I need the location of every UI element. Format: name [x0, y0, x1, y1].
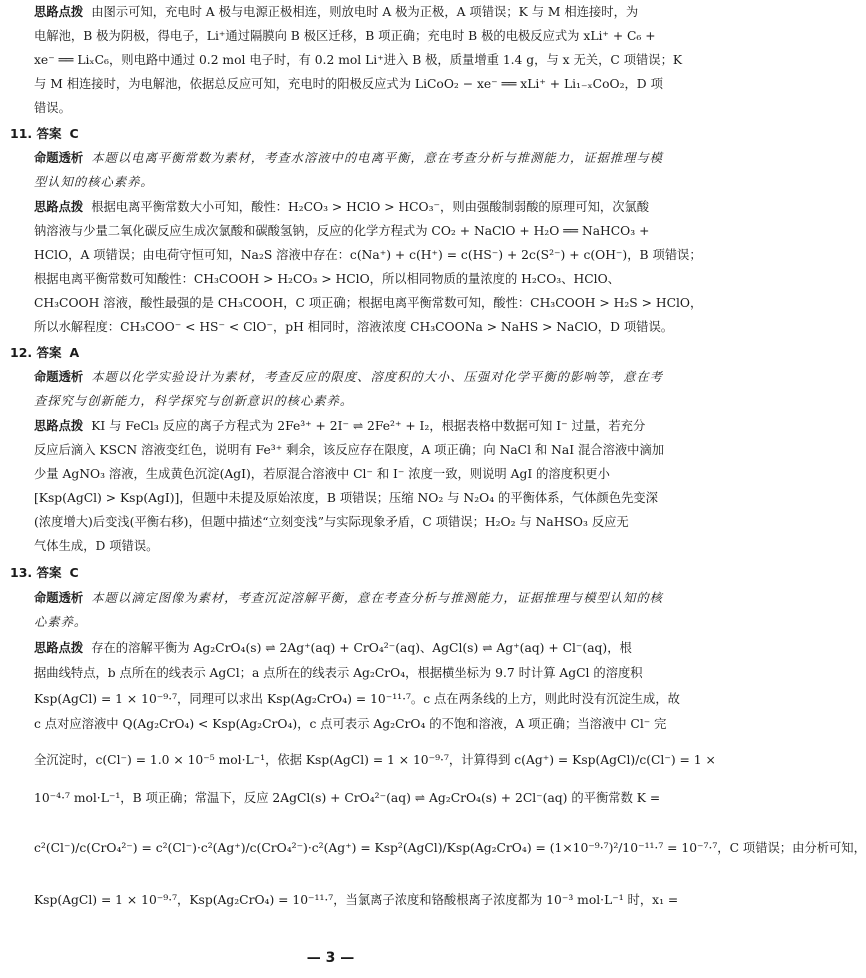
q13-silu-2: 据曲线特点，b 点所在的线表示 AgCl；a 点所在的线表示 Ag₂CrO₄，根据横坐标为 9.7 时计算 AgCl 的溶度积 — [34, 666, 643, 680]
q10-line-1: 思路点拨 由图示可知，充电时 A 极与电源正极相连，则放电时 A 极为正极，A 项错误；K 与 M 相连接时，为 — [34, 5, 639, 19]
q11-silu-2: 钠溶液与少量二氧化碳反应生成次氯酸和碳酸氢钠，反应的化学方程式为 CO₂ + NaClO + H₂O ══ NaHCO₃ + — [34, 224, 650, 238]
q13-mingti-2: 心素养。 — [34, 615, 88, 629]
q11-mingti-1: 命题透析 本题以电离平衡常数为素材，考查水溶液中的电离平衡，意在考查分析与推测能力，证据推理与模 — [34, 151, 663, 165]
mingti-label: 命题透析 — [34, 370, 84, 384]
silu-label: 思路点拨 — [34, 200, 84, 214]
q11-silu-3: HClO，A 项错误；由电荷守恒可知，Na₂S 溶液中存在：c(Na⁺) + c(H⁺) = c(HS⁻) + 2c(S²⁻) + c(OH⁻)，B 项错误； — [34, 248, 702, 262]
q12-mingti-2: 查探究与创新能力，科学探究与创新意识的核心素养。 — [34, 394, 354, 408]
silu-label: 思路点拨 — [34, 641, 84, 655]
q11-mingti-2: 型认知的核心素养。 — [34, 175, 154, 189]
q12-mingti-1: 命题透析 本题以化学实验设计为素材，考查反应的限度、溶度积的大小、压强对化学平衡的影响等，意在考 — [34, 370, 663, 384]
q11-header: 11. 答案 C — [10, 126, 79, 141]
q13-silu-3: Ksp(AgCl) = 1 × 10⁻⁹·⁷，同理可以求出 Ksp(Ag₂CrO₄) = 10⁻¹¹·⁷。c 点在两条线的上方，则此时没有沉淀生成，故 — [34, 692, 680, 706]
q12-silu-4: [Ksp(AgCl) > Ksp(AgI)]，但题中未提及原始浓度，B 项错误；压缩 NO₂ 与 N₂O₄ 的平衡体系，气体颜色先变深 — [34, 491, 658, 505]
q12-silu-1: 思路点拨 KI 与 FeCl₃ 反应的离子方程式为 2Fe³⁺ + 2I⁻ ⇌ 2Fe²⁺ + I₂，根据表格中数据可知 I⁻ 过量，若充分 — [34, 419, 646, 433]
q11-silu-1: 思路点拨 根据电离平衡常数大小可知，酸性：H₂CO₃ > HClO > HCO₃⁻，则由强酸制弱酸的原理可知，次氯酸 — [34, 200, 650, 214]
q13-silu-5: 全沉淀时，c(Cl⁻) = 1.0 × 10⁻⁵ mol·L⁻¹，依据 Ksp(AgCl) = 1 × 10⁻⁹·⁷，计算得到 c(Ag⁺) = Ksp(AgCl)/c(Cl⁻) = 1 × — [34, 753, 716, 767]
q13-silu-4: c 点对应溶液中 Q(Ag₂CrO₄) < Ksp(Ag₂CrO₄)，c 点可表示 Ag₂CrO₄ 的不饱和溶液，A 项正确；当溶液中 Cl⁻ 完 — [34, 717, 667, 731]
q11-silu-6: 所以水解程度：CH₃COO⁻ < HS⁻ < ClO⁻，pH 相同时，溶液浓度 CH₃COONa > NaHS > NaClO，D 项错误。 — [34, 320, 674, 334]
q12-silu-6: 气体生成，D 项错误。 — [34, 539, 159, 553]
q10-line-4: 与 M 相连接时，为电解池，依据总反应可知，充电时的阳极反应式为 LiCoO₂ − xe⁻ ══ xLi⁺ + Li₁₋ₓCoO₂，D 项 — [34, 77, 663, 91]
q12-answer: A — [69, 345, 80, 360]
q10-line-5: 错误。 — [34, 101, 71, 115]
q12-silu-3: 少量 AgNO₃ 溶液，生成黄色沉淀(AgI)，若原混合溶液中 Cl⁻ 和 I⁻ 浓度一致，则说明 AgI 的溶度积更小 — [34, 467, 610, 481]
q12-header: 12. 答案 A — [10, 345, 80, 360]
mingti-label: 命题透析 — [34, 151, 84, 165]
mingti-label: 命题透析 — [34, 591, 84, 605]
q13-answer: C — [69, 565, 79, 580]
q13-silu-7: c²(Cl⁻)/c(CrO₄²⁻) = c²(Cl⁻)·c²(Ag⁺)/c(CrO₄²⁻)·c²(Ag⁺) = Ksp²(AgCl)/Ksp(Ag₂CrO₄) = (1×10⁻⁹·⁷)²/10⁻¹¹·⁷ = 10⁻⁷·⁷，C 项错误；由分析可知， — [34, 841, 866, 855]
q13-silu-6: 10⁻⁴·⁷ mol·L⁻¹，B 项正确；常温下，反应 2AgCl(s) + CrO₄²⁻(aq) ⇌ Ag₂CrO₄(s) + 2Cl⁻(aq) 的平衡常数 K = — [34, 791, 661, 805]
q12-silu-2: 反应后滴入 KSCN 溶液变红色，说明有 Fe³⁺ 剩余，该反应存在限度，A 项正确；向 NaCl 和 NaI 混合溶液中滴加 — [34, 443, 665, 457]
page-number: — 3 — — [306, 950, 355, 966]
q10-line-2: 电解池，B 极为阴极，得电子，Li⁺通过隔膜向 B 极区迁移，B 项正确；充电时 B 极的电极反应式为 xLi⁺ + C₆ + — [34, 29, 656, 43]
q13-silu-1: 思路点拨 存在的溶解平衡为 Ag₂CrO₄(s) ⇌ 2Ag⁺(aq) + CrO₄²⁻(aq)、AgCl(s) ⇌ Ag⁺(aq) + Cl⁻(aq)，根 — [34, 641, 632, 655]
q10-line-3: xe⁻ ══ LiₓC₆，则电路中通过 0.2 mol 电子时，有 0.2 mol Li⁺进入 B 极，质量增重 1.4 g，与 x 无关，C 项错误；K — [34, 53, 683, 67]
q13-mingti-1: 命题透析 本题以滴定图像为素材，考查沉淀溶解平衡，意在考查分析与推测能力，证据推理与模型认知的核 — [34, 591, 663, 605]
q12-silu-5: (浓度增大)后变浅(平衡右移)，但题中描述“立刻变浅”与实际现象矛盾，C 项错误；H₂O₂ 与 NaHSO₃ 反应无 — [34, 515, 629, 529]
q11-silu-5: CH₃COOH 溶液，酸性最强的是 CH₃COOH，C 项正确；根据电离平衡常数可知，酸性：CH₃COOH > H₂S > HClO， — [34, 296, 703, 310]
q13-header: 13. 答案 C — [10, 565, 79, 580]
q11-answer: C — [69, 126, 79, 141]
silu-label: 思路点拨 — [34, 419, 84, 433]
q13-silu-8: Ksp(AgCl) = 1 × 10⁻⁹·⁷，Ksp(Ag₂CrO₄) = 10⁻¹¹·⁷，当氯离子浓度和铬酸根离子浓度都为 10⁻³ mol·L⁻¹ 时，x₁ = — [34, 893, 679, 907]
silu-label: 思路点拨 — [34, 5, 84, 19]
q11-silu-4: 根据电离平衡常数可知酸性：CH₃COOH > H₂CO₃ > HClO，所以相同物质的量浓度的 H₂CO₃、HClO、 — [34, 272, 620, 286]
